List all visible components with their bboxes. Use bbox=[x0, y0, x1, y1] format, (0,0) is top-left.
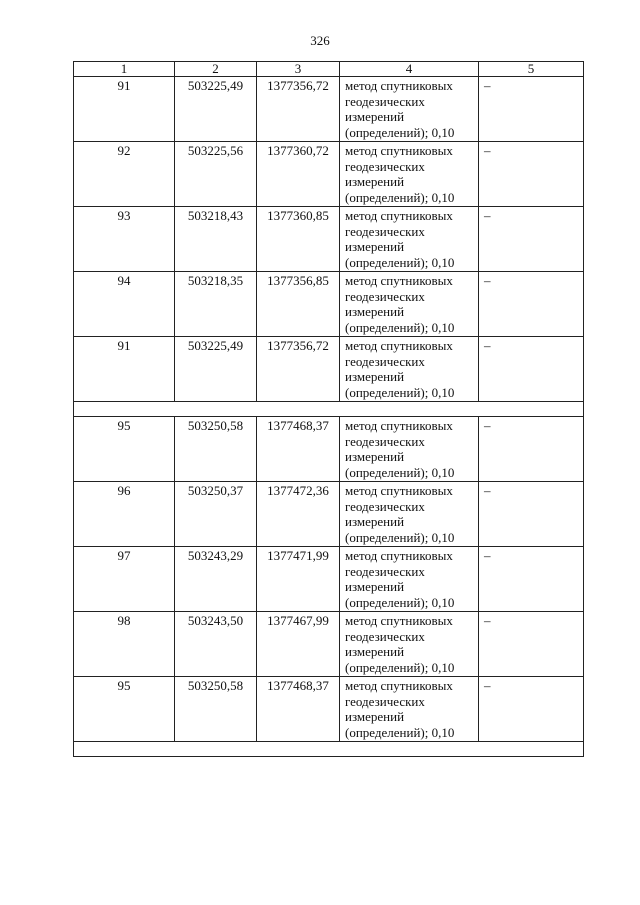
point-number-cell: 91 bbox=[74, 77, 175, 142]
note-cell: – bbox=[479, 77, 584, 142]
coordinate-x-cell: 503250,37 bbox=[175, 482, 257, 547]
point-number-cell: 95 bbox=[74, 677, 175, 742]
table-row bbox=[74, 677, 584, 742]
point-number-cell: 98 bbox=[74, 612, 175, 677]
method-cell: метод спутниковых геодезических измерений (определений); 0,10 bbox=[340, 207, 479, 272]
column-header-5: 5 bbox=[479, 62, 584, 77]
coordinate-x-cell: 503250,58 bbox=[175, 417, 257, 482]
method-cell: метод спутниковых геодезических измерений (определений); 0,10 bbox=[340, 272, 479, 337]
table-row bbox=[74, 612, 584, 677]
coordinate-y-cell: 1377468,37 bbox=[257, 417, 340, 482]
column-header-1: 1 bbox=[74, 62, 175, 77]
point-number-cell: 93 bbox=[74, 207, 175, 272]
group-separator-row bbox=[74, 742, 584, 757]
coordinates-table bbox=[73, 61, 584, 757]
table-header-row bbox=[74, 62, 584, 77]
table-row bbox=[74, 207, 584, 272]
table-row bbox=[74, 482, 584, 547]
method-cell: метод спутниковых геодезических измерений (определений); 0,10 bbox=[340, 482, 479, 547]
group-separator-row bbox=[74, 402, 584, 417]
point-number-cell: 91 bbox=[74, 337, 175, 402]
coordinate-x-cell: 503243,29 bbox=[175, 547, 257, 612]
point-number-cell: 95 bbox=[74, 417, 175, 482]
coordinate-y-cell: 1377467,99 bbox=[257, 612, 340, 677]
point-number-cell: 92 bbox=[74, 142, 175, 207]
group-separator-cell bbox=[74, 742, 584, 757]
note-cell: – bbox=[479, 677, 584, 742]
table-row bbox=[74, 272, 584, 337]
note-cell: – bbox=[479, 482, 584, 547]
note-cell: – bbox=[479, 547, 584, 612]
coordinate-y-cell: 1377360,72 bbox=[257, 142, 340, 207]
table-row bbox=[74, 417, 584, 482]
note-cell: – bbox=[479, 417, 584, 482]
method-cell: метод спутниковых геодезических измерений (определений); 0,10 bbox=[340, 142, 479, 207]
point-number-cell: 96 bbox=[74, 482, 175, 547]
note-cell: – bbox=[479, 337, 584, 402]
point-number-cell: 94 bbox=[74, 272, 175, 337]
note-cell: – bbox=[479, 272, 584, 337]
table-row bbox=[74, 337, 584, 402]
column-header-3: 3 bbox=[257, 62, 340, 77]
group-separator-cell bbox=[74, 402, 584, 417]
coordinate-x-cell: 503218,43 bbox=[175, 207, 257, 272]
method-cell: метод спутниковых геодезических измерений (определений); 0,10 bbox=[340, 677, 479, 742]
coordinate-x-cell: 503225,49 bbox=[175, 337, 257, 402]
coordinate-x-cell: 503218,35 bbox=[175, 272, 257, 337]
table-body bbox=[74, 77, 584, 757]
table-row bbox=[74, 142, 584, 207]
method-cell: метод спутниковых геодезических измерений (определений); 0,10 bbox=[340, 612, 479, 677]
coordinate-y-cell: 1377468,37 bbox=[257, 677, 340, 742]
coordinate-y-cell: 1377356,72 bbox=[257, 77, 340, 142]
page-number: 326 bbox=[310, 33, 330, 48]
table-row bbox=[74, 547, 584, 612]
table-row bbox=[74, 77, 584, 142]
column-header-4: 4 bbox=[340, 62, 479, 77]
method-cell: метод спутниковых геодезических измерений (определений); 0,10 bbox=[340, 417, 479, 482]
coordinate-y-cell: 1377356,85 bbox=[257, 272, 340, 337]
coordinate-x-cell: 503225,49 bbox=[175, 77, 257, 142]
method-cell: метод спутниковых геодезических измерений (определений); 0,10 bbox=[340, 77, 479, 142]
point-number-cell: 97 bbox=[74, 547, 175, 612]
coordinate-x-cell: 503225,56 bbox=[175, 142, 257, 207]
coordinate-x-cell: 503243,50 bbox=[175, 612, 257, 677]
column-header-2: 2 bbox=[175, 62, 257, 77]
method-cell: метод спутниковых геодезических измерений (определений); 0,10 bbox=[340, 547, 479, 612]
coordinate-x-cell: 503250,58 bbox=[175, 677, 257, 742]
note-cell: – bbox=[479, 612, 584, 677]
coordinate-y-cell: 1377360,85 bbox=[257, 207, 340, 272]
coordinate-y-cell: 1377356,72 bbox=[257, 337, 340, 402]
coordinates-table-container bbox=[73, 61, 583, 757]
coordinate-y-cell: 1377472,36 bbox=[257, 482, 340, 547]
note-cell: – bbox=[479, 207, 584, 272]
coordinate-y-cell: 1377471,99 bbox=[257, 547, 340, 612]
note-cell: – bbox=[479, 142, 584, 207]
method-cell: метод спутниковых геодезических измерений (определений); 0,10 bbox=[340, 337, 479, 402]
